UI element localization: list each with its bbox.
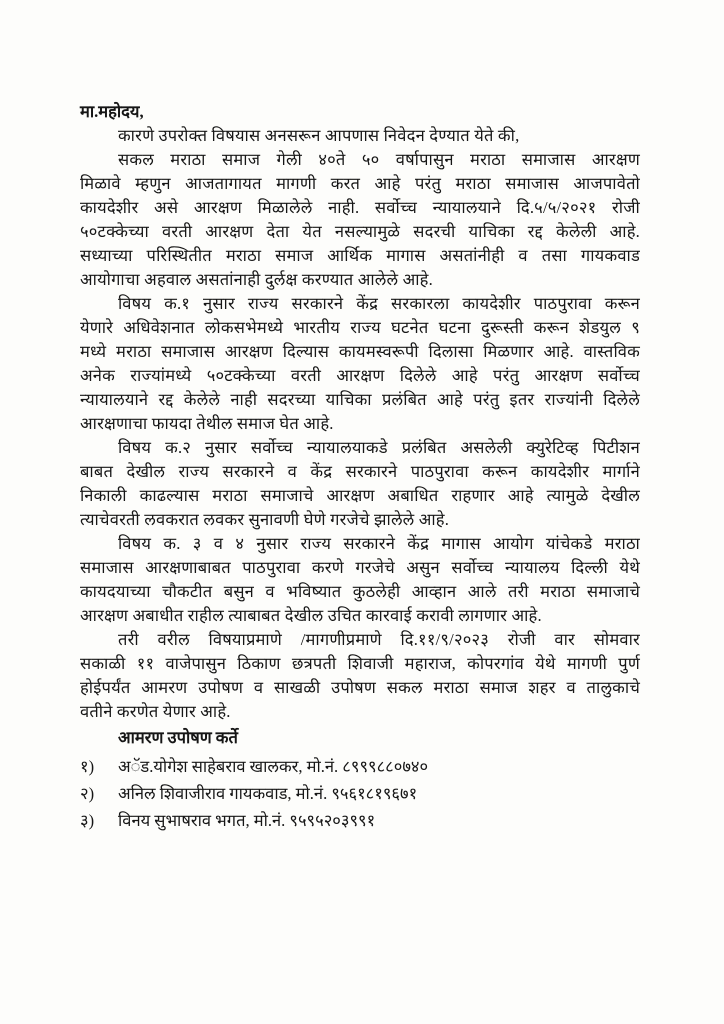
text-line: आयोगाचा अहवाल असतांनाही दुर्लक्ष करण्यात आलेले आहे.	[80, 270, 433, 289]
text-line: सध्याच्या परिस्थितीत मराठा समाज आर्थिक मागास असतांनीही व तसा गायकवाड	[80, 246, 640, 265]
text-line: होईपर्यंत आमरण उपोषण व साखळी उपोषण सकल मराठा समाज शहर व तालुकाचे	[80, 678, 640, 697]
text-line: मध्ये मराठा समाजास आरक्षण दिल्यास कायमस्वरूपी दिलासा मिळणार आहे. वास्तविक	[80, 342, 640, 361]
text-line: येणारे अधिवेशनात लोकसभेमध्ये भारतीय राज्य घटनेत घटना दुरूस्ती करून शेडयुल ९	[80, 318, 640, 337]
list-item-number: २)	[80, 784, 95, 803]
list-item-text: अनिल शिवाजीराव गायकवाड, मो.नं. ९५६१८१९६७१	[118, 784, 418, 803]
letter-content	[80, 100, 640, 834]
letter-body	[80, 124, 640, 724]
text-line: आरक्षणाचा फायदा तेथील समाज घेत आहे.	[80, 414, 334, 433]
text-line: सकाळी ११ वाजेपासुन ठिकाण छत्रपती शिवाजी महाराज, कोपरगांव येथे मागणी पुर्ण	[80, 654, 640, 673]
hunger-strikers-list	[80, 753, 640, 834]
list-item-number: १)	[80, 757, 95, 776]
salutation: मा.महोदय,	[80, 102, 144, 121]
text-line: कारणे उपरोक्त विषयास अनसरून आपणास निवेदन देण्यात येते की,	[118, 126, 520, 145]
text-line: कायदेशीर असे आरक्षण मिळालेले नाही. सर्वोच्च न्यायालयाने दि.५/५/२०२१ रोजी	[80, 198, 640, 217]
text-line: मिळावे म्हणुन आजतागायत मागणी करत आहे परंतु मराठा समाजास आजपावेतो	[80, 174, 640, 193]
hunger-strikers-heading: आमरण उपोषण कर्ते	[118, 728, 238, 747]
text-line: निकाली काढल्यास मराठा समाजाचे आरक्षण अबाधित राहणार आहे त्यामुळे देखील	[80, 486, 640, 505]
text-line: समाजास आरक्षणाबाबत पाठपुरावा करणे गरजेचे असुन सर्वोच्च न्यायालय दिल्ली येथे	[80, 558, 640, 577]
text-line: ५०टक्केच्या वरती आरक्षण देता येत नसल्यामुळे सदरची याचिका रद्द केलेली आहे.	[80, 222, 640, 241]
list-item-text: विनय सुभाषराव भगत, मो.नं. ९५९५२०३९९१	[118, 811, 376, 830]
text-line: बाबत देखील राज्य सरकारने व केंद्र सरकारने पाठपुरावा करून कायदेशीर मार्गाने	[80, 462, 640, 481]
text-line: विषय क. ३ व ४ नुसार राज्य सरकारने केंद्र मागास आयोग यांचेकडे मराठा	[118, 534, 640, 553]
text-line: अनेक राज्यांमध्ये ५०टक्केच्या वरती आरक्षण दिलेले आहे परंतु आरक्षण सर्वोच्च	[80, 366, 640, 385]
list-item-text: अॅड.योगेश साहेबराव खालकर, मो.नं. ८९९९८८०७४०	[118, 757, 429, 776]
list-item	[80, 807, 640, 834]
text-line: विषय क.१ नुसार राज्य सरकारने केंद्र सरकारला कायदेशीर पाठपुरावा करून	[118, 294, 640, 313]
text-line: आरक्षण अबाधीत राहील त्याबाबत देखील उचित कारवाई करावी लागणार आहे.	[80, 606, 542, 625]
list-item	[80, 753, 640, 780]
text-line: तरी वरील विषयाप्रमाणे /मागणीप्रमाणे दि.११/९/२०२३ रोजी वार सोमवार	[118, 630, 640, 649]
text-line: त्याचेवरती लवकरात लवकर सुनावणी घेणे गरजेचे झालेले आहे.	[80, 510, 450, 529]
text-line: वतीने करणेत येणार आहे.	[80, 702, 231, 721]
list-item-number: ३)	[80, 811, 95, 830]
list-item	[80, 780, 640, 807]
text-line: सकल मराठा समाज गेली ४०ते ५० वर्षापासुन मराठा समाजास आरक्षण	[118, 150, 640, 169]
text-line: न्यायालयाने रद्द केलेले नाही सदरच्या याचिका प्रलंबित आहे परंतु इतर राज्यांनी दिलेले	[80, 390, 640, 409]
text-line: विषय क.२ नुसार सर्वोच्च न्यायालयाकडे प्रलंबित असलेली क्युरेटिव्ह पिटीशन	[118, 438, 640, 457]
text-line: कायदयाच्या चौकटीत बसुन व भविष्यात कुठलेही आव्हान आले तरी मराठा समाजाचे	[80, 582, 640, 601]
